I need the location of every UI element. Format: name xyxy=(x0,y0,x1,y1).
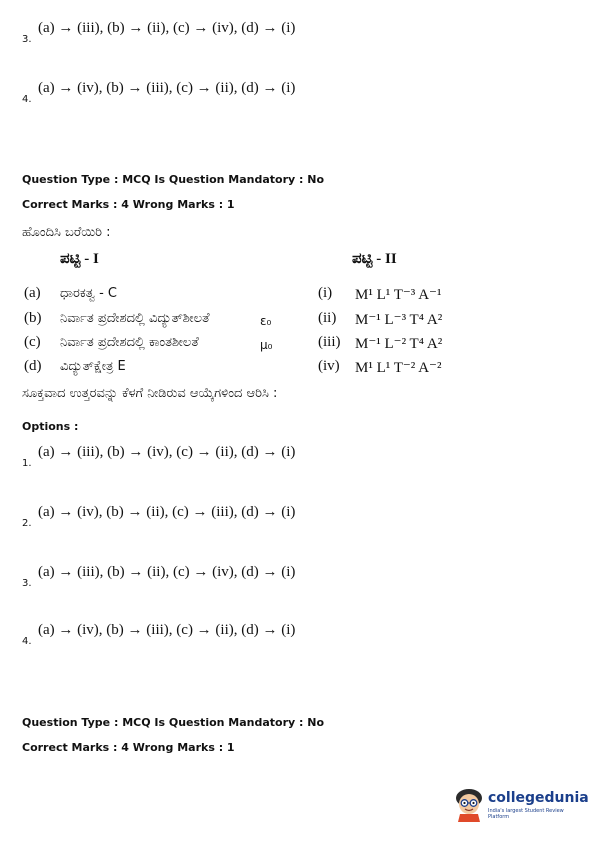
column-1-header: ಪಟ್ಟಿ - I xyxy=(60,251,99,267)
collegedunia-logo xyxy=(452,784,589,824)
row-a-label: (a) xyxy=(24,285,41,301)
option-3-text[interactable]: (a) → (iii), (b) → (ii), (c) → (iv), (d) → (i) xyxy=(38,564,296,580)
mascot-icon xyxy=(452,786,486,822)
row-iii-dimension: M⁻¹ L⁻² T⁴ A² xyxy=(355,336,443,352)
row-c-text: ನಿರ್ವಾತ ಪ್ರದೇಶದಲ್ಲಿ ಕಾಂತಶೀಲತೆ xyxy=(60,335,199,350)
option-4-text[interactable]: (a) → (iv), (b) → (iii), (c) → (ii), (d) → (i) xyxy=(38,622,296,638)
logo-tagline: India's largest Student Review Platform xyxy=(488,808,564,820)
row-b-label: (b) xyxy=(24,310,42,326)
option-3-number: 3. xyxy=(22,578,32,589)
instruction-text: ಹೊಂದಿಸಿ ಬರೆಯಿರಿ : xyxy=(22,225,111,240)
row-d-text: ವಿದ್ಯುತ್‌ಕ್ಷೇತ್ರ E xyxy=(60,359,126,374)
mu-0-symbol: μ₀ xyxy=(260,338,273,352)
row-iii-label: (iii) xyxy=(318,334,341,350)
column-2-header: ಪಟ್ಟಿ - II xyxy=(352,251,397,267)
prev-option-4-text: (a) → (iv), (b) → (iii), (c) → (ii), (d) → (i) xyxy=(38,80,296,96)
row-iv-label: (iv) xyxy=(318,358,340,374)
question-type-line: Question Type : MCQ Is Question Mandatory : No xyxy=(22,173,325,186)
row-i-dimension: M¹ L¹ T⁻³ A⁻¹ xyxy=(355,287,442,303)
row-ii-label: (ii) xyxy=(318,310,337,326)
prev-option-3-text: (a) → (iii), (b) → (ii), (c) → (iv), (d) → (i) xyxy=(38,20,296,36)
option-1-number: 1. xyxy=(22,458,32,469)
option-2-text[interactable]: (a) → (iv), (b) → (ii), (c) → (iii), (d) → (i) xyxy=(38,504,296,520)
row-b-text: ನಿರ್ವಾತ ಪ್ರದೇಶದಲ್ಲಿ ವಿದ್ಯುತ್‌ಶೀಲತೆ xyxy=(60,311,210,326)
epsilon-0-symbol: ε₀ xyxy=(260,314,272,328)
row-ii-dimension: M⁻¹ L⁻³ T⁴ A² xyxy=(355,312,443,328)
row-a-text: ಧಾರಕತ್ವ - C xyxy=(60,286,117,301)
option-2-number: 2. xyxy=(22,518,32,529)
row-i-label: (i) xyxy=(318,285,333,301)
prev-option-3-number: 3. xyxy=(22,34,32,45)
option-1-text[interactable]: (a) → (iii), (b) → (iv), (c) → (ii), (d) → (i) xyxy=(38,444,296,460)
answer-prompt: ಸೂಕ್ತವಾದ ಉತ್ತರವನ್ನು ಕೆಳಗೆ ನೀಡಿರುವ ಆಯ್ಕೆಗಳಿಂದ ಆರಿಸಿ : xyxy=(22,386,278,401)
marks-line: Correct Marks : 4 Wrong Marks : 1 xyxy=(22,198,235,211)
row-iv-dimension: M¹ L¹ T⁻² A⁻² xyxy=(355,360,442,376)
row-c-label: (c) xyxy=(24,334,41,350)
prev-option-4-number: 4. xyxy=(22,94,32,105)
options-label: Options : xyxy=(22,420,79,433)
option-4-number: 4. xyxy=(22,636,32,647)
row-d-label: (d) xyxy=(24,358,42,374)
next-question-marks-line: Correct Marks : 4 Wrong Marks : 1 xyxy=(22,741,235,754)
next-question-type-line: Question Type : MCQ Is Question Mandatory : No xyxy=(22,716,325,729)
logo-name: collegedunia xyxy=(488,790,589,806)
